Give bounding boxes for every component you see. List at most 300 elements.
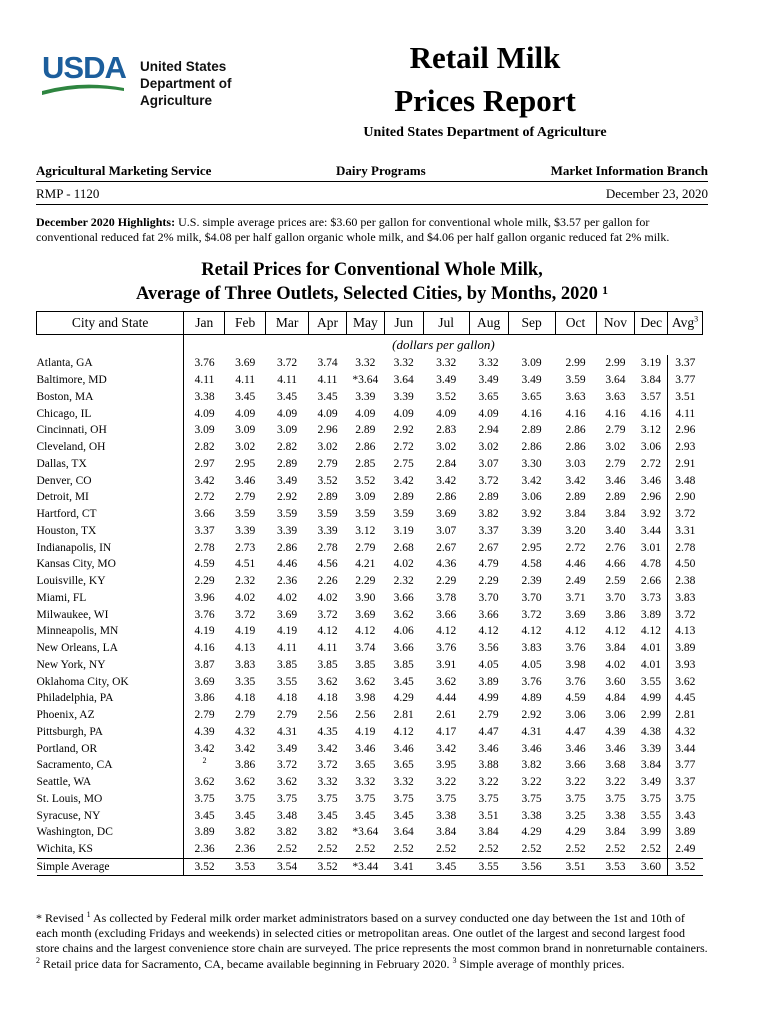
price-cell: 3.84 bbox=[605, 508, 626, 521]
price-cell: 3.92 bbox=[635, 506, 668, 523]
price-cell: 4.09 bbox=[235, 407, 256, 420]
price-cell: 3.72 bbox=[478, 474, 499, 487]
price-cell: 3.06 bbox=[635, 439, 668, 456]
price-cell: 3.75 bbox=[521, 792, 542, 805]
price-cell: 3.63 bbox=[605, 390, 626, 403]
price-cell: 4.02 bbox=[317, 591, 338, 604]
city-cell: Simple Average bbox=[37, 858, 184, 876]
price-cell: 3.76 bbox=[436, 642, 457, 655]
price-cell: 3.76 bbox=[194, 357, 215, 370]
price-cell: 3.32 bbox=[478, 357, 499, 370]
city-cell: Indianapolis, IN bbox=[37, 539, 184, 556]
price-cell: 4.05 bbox=[478, 658, 499, 671]
price-cell: 3.72 bbox=[317, 608, 338, 621]
price-cell: 2.29 bbox=[478, 575, 499, 588]
price-cell: 3.51 bbox=[478, 809, 499, 822]
price-cell: 4.16 bbox=[565, 407, 586, 420]
price-cell: 3.93 bbox=[675, 658, 696, 671]
price-cell: 4.12 bbox=[605, 625, 626, 638]
price-cell: 3.75 bbox=[635, 791, 668, 808]
price-cell: *3.44 bbox=[346, 858, 384, 876]
price-cell: 3.42 bbox=[235, 742, 256, 755]
price-cell: 3.69 bbox=[436, 508, 457, 521]
price-cell: 2.32 bbox=[393, 575, 414, 588]
price-cell: 3.56 bbox=[508, 858, 555, 876]
price-cell: 2.83 bbox=[436, 424, 457, 437]
price-cell: 3.66 bbox=[194, 508, 215, 521]
price-cell: 4.09 bbox=[355, 407, 376, 420]
price-cell: 2.61 bbox=[436, 709, 457, 722]
branch-name: Market Information Branch bbox=[550, 163, 708, 178]
price-cell: 4.12 bbox=[478, 625, 499, 638]
price-cell: 2.86 bbox=[565, 424, 586, 437]
price-cell: 2.79 bbox=[605, 424, 626, 437]
month-header: Feb bbox=[225, 312, 266, 335]
price-cell: 2.82 bbox=[194, 441, 215, 454]
price-cell: 3.46 bbox=[521, 742, 542, 755]
month-header: Oct bbox=[555, 312, 596, 335]
report-subtitle: United States Department of Agriculture bbox=[363, 125, 607, 140]
price-cell: 4.11 bbox=[317, 374, 338, 387]
price-cell: 3.19 bbox=[393, 524, 414, 537]
price-cell: 2.89 bbox=[565, 491, 586, 504]
price-cell: 3.62 bbox=[355, 675, 376, 688]
price-cell: 3.46 bbox=[605, 474, 626, 487]
month-header: Jun bbox=[384, 312, 423, 335]
price-cell: 2.86 bbox=[277, 541, 298, 554]
price-cell: 3.37 bbox=[675, 357, 696, 370]
price-cell: 3.83 bbox=[235, 658, 256, 671]
price-cell: 4.31 bbox=[521, 725, 542, 738]
price-cell: 3.57 bbox=[635, 389, 668, 406]
price-cell: 4.51 bbox=[235, 558, 256, 571]
price-cell: 3.89 bbox=[675, 642, 696, 655]
city-cell: Miami, FL bbox=[37, 590, 184, 607]
price-cell: 4.11 bbox=[317, 642, 338, 655]
price-cell: 3.84 bbox=[436, 826, 457, 839]
price-cell: 3.59 bbox=[277, 508, 298, 521]
price-cell: 4.19 bbox=[277, 625, 298, 638]
price-cell: 2.79 bbox=[605, 457, 626, 470]
table-row bbox=[37, 690, 703, 707]
price-cell: 2.78 bbox=[194, 541, 215, 554]
price-cell: 3.59 bbox=[317, 508, 338, 521]
price-cell: 3.75 bbox=[235, 792, 256, 805]
price-cell: 4.31 bbox=[277, 725, 298, 738]
price-cell: 2.52 bbox=[355, 843, 376, 856]
price-cell: 2.32 bbox=[235, 575, 256, 588]
table-row bbox=[37, 824, 703, 841]
price-cell: 4.02 bbox=[393, 558, 414, 571]
price-cell: 2.95 bbox=[521, 541, 542, 554]
price-cell: 2.36 bbox=[277, 575, 298, 588]
price-cell: 3.38 bbox=[605, 809, 626, 822]
price-cell: 3.84 bbox=[478, 826, 499, 839]
price-cell: 4.89 bbox=[521, 692, 542, 705]
price-cell: 3.69 bbox=[194, 675, 215, 688]
price-cell: 2.89 bbox=[605, 491, 626, 504]
month-header: Dec bbox=[635, 312, 668, 335]
price-cell: 4.29 bbox=[565, 826, 586, 839]
price-cell: 3.62 bbox=[194, 776, 215, 789]
city-header: City and State bbox=[37, 312, 184, 335]
city-cell: Dallas, TX bbox=[37, 456, 184, 473]
price-cell: 4.05 bbox=[521, 658, 542, 671]
price-cell: 3.62 bbox=[235, 776, 256, 789]
price-cell: 3.19 bbox=[635, 355, 668, 372]
price-cell: 3.37 bbox=[675, 776, 696, 789]
price-cell: 3.37 bbox=[194, 524, 215, 537]
price-cell: 3.65 bbox=[478, 390, 499, 403]
price-cell: 3.39 bbox=[277, 524, 298, 537]
price-cell: 4.99 bbox=[635, 690, 668, 707]
price-cell: 2.79 bbox=[355, 541, 376, 554]
city-cell: St. Louis, MO bbox=[37, 791, 184, 808]
price-cell: 3.96 bbox=[194, 591, 215, 604]
price-cell: 4.01 bbox=[635, 640, 668, 657]
price-cell: 4.56 bbox=[317, 558, 338, 571]
price-cell: 3.32 bbox=[393, 776, 414, 789]
price-cell: 2.94 bbox=[478, 424, 499, 437]
price-cell: 4.16 bbox=[605, 407, 626, 420]
price-cell: 3.52 bbox=[317, 474, 338, 487]
usda-org-name: United States Department of Agriculture bbox=[140, 59, 232, 108]
price-cell: 3.32 bbox=[355, 357, 376, 370]
price-cell: 4.18 bbox=[277, 692, 298, 705]
price-cell: 3.72 bbox=[277, 357, 298, 370]
price-cell: 3.76 bbox=[565, 675, 586, 688]
price-cell: 2.67 bbox=[478, 541, 499, 554]
price-cell: 4.59 bbox=[194, 558, 215, 571]
price-cell: 3.09 bbox=[521, 357, 542, 370]
price-cell: 3.42 bbox=[521, 474, 542, 487]
price-cell: 2.99 bbox=[635, 707, 668, 724]
price-cell: 2.52 bbox=[436, 843, 457, 856]
month-header: Jul bbox=[423, 312, 469, 335]
price-cell: 3.20 bbox=[565, 524, 586, 537]
price-cell: 3.44 bbox=[675, 742, 696, 755]
month-header: Apr bbox=[309, 312, 347, 335]
price-cell: 3.32 bbox=[317, 776, 338, 789]
price-cell: 3.70 bbox=[521, 591, 542, 604]
price-cell: 3.66 bbox=[565, 759, 586, 772]
price-cell: 4.36 bbox=[436, 558, 457, 571]
price-cell: 3.86 bbox=[194, 692, 215, 705]
price-cell: 3.66 bbox=[478, 608, 499, 621]
table-row bbox=[37, 740, 703, 757]
price-cell: 3.48 bbox=[675, 474, 696, 487]
avg-header: Avg$^3$ bbox=[668, 312, 703, 335]
price-cell: 3.85 bbox=[317, 658, 338, 671]
price-cell: 2.79 bbox=[277, 709, 298, 722]
price-cell: 4.47 bbox=[565, 725, 586, 738]
table-row bbox=[37, 422, 703, 439]
price-cell: 3.38 bbox=[194, 390, 215, 403]
price-cell: 3.41 bbox=[384, 858, 423, 876]
price-cell: 2.79 bbox=[317, 457, 338, 470]
price-cell: 2.84 bbox=[436, 457, 457, 470]
price-cell: 3.30 bbox=[521, 457, 542, 470]
price-cell: 3.55 bbox=[635, 673, 668, 690]
price-cell: 4.47 bbox=[478, 725, 499, 738]
price-cell: 2.97 bbox=[194, 457, 215, 470]
price-cell: 2.36 bbox=[194, 843, 215, 856]
price-cell: 3.45 bbox=[317, 809, 338, 822]
month-header: Jan bbox=[184, 312, 225, 335]
price-cell: 2.81 bbox=[393, 709, 414, 722]
city-cell: Seattle, WA bbox=[37, 774, 184, 791]
price-cell: 3.44 bbox=[635, 523, 668, 540]
price-cell: 4.58 bbox=[521, 558, 542, 571]
price-cell: 3.52 bbox=[668, 858, 703, 876]
price-cell: 3.42 bbox=[317, 742, 338, 755]
price-cell: 4.46 bbox=[277, 558, 298, 571]
price-cell: 3.06 bbox=[605, 709, 626, 722]
price-cell: 4.13 bbox=[235, 642, 256, 655]
price-cell: 4.16 bbox=[521, 407, 542, 420]
price-cell: 2.52 bbox=[317, 843, 338, 856]
price-cell: 2.89 bbox=[521, 424, 542, 437]
price-cell: 3.46 bbox=[235, 474, 256, 487]
price-cell: 4.79 bbox=[478, 558, 499, 571]
report-date: December 23, 2020 bbox=[605, 186, 708, 201]
price-cell: 3.70 bbox=[605, 591, 626, 604]
price-cell: 4.02 bbox=[605, 658, 626, 671]
city-cell: Atlanta, GA bbox=[37, 355, 184, 372]
price-cell: 3.65 bbox=[521, 390, 542, 403]
price-cell: 3.56 bbox=[478, 642, 499, 655]
price-cell: 4.09 bbox=[194, 407, 215, 420]
price-cell: 3.42 bbox=[393, 474, 414, 487]
price-cell: 3.62 bbox=[393, 608, 414, 621]
price-cell: 2.82 bbox=[277, 441, 298, 454]
price-cell: 2.72 bbox=[635, 456, 668, 473]
price-cell: 3.60 bbox=[635, 858, 668, 876]
price-cell: 2.72 bbox=[194, 491, 215, 504]
price-cell: 2.78 bbox=[317, 541, 338, 554]
price-cell: 4.12 bbox=[317, 625, 338, 638]
price-cell: 2.52 bbox=[605, 843, 626, 856]
table-header-row bbox=[37, 312, 703, 335]
price-cell: 3.42 bbox=[194, 742, 215, 755]
price-cell: 3.51 bbox=[555, 858, 596, 876]
price-cell: 3.82 bbox=[317, 826, 338, 839]
price-cell: 3.02 bbox=[436, 441, 457, 454]
price-cell: 3.66 bbox=[393, 642, 414, 655]
price-cell: 3.88 bbox=[478, 759, 499, 772]
table-row bbox=[37, 439, 703, 456]
table-row bbox=[37, 757, 703, 774]
table-row bbox=[37, 389, 703, 406]
price-cell: 4.39 bbox=[605, 725, 626, 738]
price-cell: 3.51 bbox=[675, 390, 696, 403]
table-row bbox=[37, 355, 703, 372]
price-cell: 4.21 bbox=[355, 558, 376, 571]
city-cell: Portland, OR bbox=[37, 740, 184, 757]
price-cell: 3.02 bbox=[605, 441, 626, 454]
price-cell: 4.11 bbox=[194, 374, 215, 387]
price-cell: 3.12 bbox=[355, 524, 376, 537]
price-cell: 3.82 bbox=[478, 508, 499, 521]
price-cell: 3.53 bbox=[596, 858, 635, 876]
table-row bbox=[37, 640, 703, 657]
city-cell: Syracuse, NY bbox=[37, 807, 184, 824]
price-cell: 4.35 bbox=[317, 725, 338, 738]
month-header: Sep bbox=[508, 312, 555, 335]
city-cell: Baltimore, MD bbox=[37, 372, 184, 389]
price-cell: 3.37 bbox=[478, 524, 499, 537]
price-cell: 3.45 bbox=[355, 809, 376, 822]
price-cell: 3.45 bbox=[277, 390, 298, 403]
price-cell: 4.02 bbox=[235, 591, 256, 604]
city-cell: New York, NY bbox=[37, 657, 184, 674]
price-cell: 4.16 bbox=[635, 405, 668, 422]
price-cell: 4.46 bbox=[565, 558, 586, 571]
price-cell: 4.11 bbox=[675, 407, 696, 420]
price-cell: 3.31 bbox=[675, 524, 696, 537]
price-cell: 4.12 bbox=[355, 625, 376, 638]
price-cell: 4.78 bbox=[635, 556, 668, 573]
price-cell: 3.52 bbox=[309, 858, 347, 876]
price-cell: 3.60 bbox=[605, 675, 626, 688]
price-cell: 2.68 bbox=[393, 541, 414, 554]
price-cell: 2.85 bbox=[355, 457, 376, 470]
price-cell: 3.75 bbox=[436, 792, 457, 805]
price-cell: 2.73 bbox=[235, 541, 256, 554]
price-cell: 3.89 bbox=[194, 826, 215, 839]
price-cell: 2.86 bbox=[436, 491, 457, 504]
price-cell: 3.83 bbox=[675, 591, 696, 604]
price-cell: 2.36 bbox=[235, 843, 256, 856]
price-cell: 2.79 bbox=[235, 709, 256, 722]
price-cell: 3.32 bbox=[393, 357, 414, 370]
price-cell: 3.12 bbox=[635, 422, 668, 439]
city-cell: Sacramento, CA bbox=[37, 757, 184, 774]
price-cell: 2.78 bbox=[675, 541, 696, 554]
price-cell: 2.75 bbox=[393, 457, 414, 470]
price-cell: 3.01 bbox=[635, 539, 668, 556]
price-cell: 3.62 bbox=[277, 776, 298, 789]
price-cell bbox=[184, 757, 225, 774]
price-cell: 3.46 bbox=[355, 742, 376, 755]
price-cell: 3.40 bbox=[605, 524, 626, 537]
agency-header bbox=[36, 163, 708, 182]
price-cell: 3.76 bbox=[194, 608, 215, 621]
price-cell: 3.69 bbox=[355, 608, 376, 621]
price-cell: 2.79 bbox=[194, 709, 215, 722]
price-cell: 2.66 bbox=[635, 573, 668, 590]
highlights bbox=[36, 215, 708, 245]
price-cell: 3.09 bbox=[355, 491, 376, 504]
table-row bbox=[37, 606, 703, 623]
price-cell: 4.19 bbox=[194, 625, 215, 638]
price-cell: 3.45 bbox=[393, 675, 414, 688]
price-cell: 4.29 bbox=[521, 826, 542, 839]
table-row bbox=[37, 841, 703, 858]
price-cell: 3.64 bbox=[393, 374, 414, 387]
price-cell: 3.55 bbox=[635, 807, 668, 824]
price-cell: 3.46 bbox=[565, 742, 586, 755]
price-cell: 2.52 bbox=[478, 843, 499, 856]
city-cell: Milwaukee, WI bbox=[37, 606, 184, 623]
price-cell: 3.45 bbox=[235, 390, 256, 403]
price-cell: 3.83 bbox=[521, 642, 542, 655]
city-cell: Pittsburgh, PA bbox=[37, 724, 184, 741]
price-cell: 4.16 bbox=[194, 642, 215, 655]
price-cell: 2.76 bbox=[605, 541, 626, 554]
price-cell: 3.42 bbox=[565, 474, 586, 487]
price-cell: 2.86 bbox=[355, 441, 376, 454]
price-cell: 4.44 bbox=[436, 692, 457, 705]
simple-average-row bbox=[37, 858, 703, 876]
price-cell: 3.42 bbox=[436, 474, 457, 487]
price-cell: 3.65 bbox=[355, 759, 376, 772]
city-cell: Boston, MA bbox=[37, 389, 184, 406]
price-cell: 3.85 bbox=[393, 658, 414, 671]
price-cell: 3.86 bbox=[605, 608, 626, 621]
price-cell: 3.72 bbox=[521, 608, 542, 621]
price-cell: 4.09 bbox=[317, 407, 338, 420]
price-cell: 3.06 bbox=[521, 491, 542, 504]
price-cell: 3.72 bbox=[235, 608, 256, 621]
price-cell: 3.46 bbox=[605, 742, 626, 755]
city-cell: Houston, TX bbox=[37, 523, 184, 540]
price-cell: 3.85 bbox=[355, 658, 376, 671]
table-row bbox=[37, 372, 703, 389]
price-cell: 3.55 bbox=[469, 858, 508, 876]
price-cell: 3.49 bbox=[635, 774, 668, 791]
city-cell: Philadelphia, PA bbox=[37, 690, 184, 707]
table-row bbox=[37, 774, 703, 791]
price-cell: 3.72 bbox=[277, 759, 298, 772]
table-row bbox=[37, 556, 703, 573]
price-cell: 3.59 bbox=[393, 508, 414, 521]
report-meta bbox=[36, 186, 708, 205]
price-cell: 2.39 bbox=[521, 575, 542, 588]
price-cell: 3.46 bbox=[635, 472, 668, 489]
price-cell: 3.54 bbox=[266, 858, 309, 876]
price-cell: 3.74 bbox=[355, 642, 376, 655]
price-cell: 3.49 bbox=[277, 742, 298, 755]
price-cell: 2.29 bbox=[436, 575, 457, 588]
price-cell: 3.74 bbox=[317, 357, 338, 370]
price-cell: 3.22 bbox=[565, 776, 586, 789]
price-cell: 3.75 bbox=[194, 792, 215, 805]
city-cell: Detroit, MI bbox=[37, 489, 184, 506]
price-cell: 4.13 bbox=[675, 625, 696, 638]
table-row bbox=[37, 456, 703, 473]
price-cell: 2.95 bbox=[235, 457, 256, 470]
price-cell: 2.99 bbox=[565, 357, 586, 370]
price-cell: 3.48 bbox=[277, 809, 298, 822]
price-cell: 3.75 bbox=[478, 792, 499, 805]
unit-row bbox=[37, 335, 703, 356]
city-cell: Wichita, KS bbox=[37, 841, 184, 858]
price-cell: 3.63 bbox=[565, 390, 586, 403]
price-cell: 3.69 bbox=[277, 608, 298, 621]
price-cell: 2.26 bbox=[317, 575, 338, 588]
price-cell: 4.12 bbox=[436, 625, 457, 638]
table-row bbox=[37, 590, 703, 607]
price-cell: 3.45 bbox=[317, 390, 338, 403]
price-cell: 4.38 bbox=[635, 724, 668, 741]
price-cell: 4.09 bbox=[277, 407, 298, 420]
price-cell: 2.72 bbox=[393, 441, 414, 454]
highlights-text: U.S. simple average prices are: $3.60 per gallon for conventional whole milk, $3.57 per gallon for conventional reduced fat 2% milk, $4.08 per half gallon organic whole milk, and $4.06 per half gallon organic reduced fat 2% milk. bbox=[36, 215, 670, 244]
price-cell: 4.19 bbox=[355, 725, 376, 738]
price-cell: 2.56 bbox=[355, 709, 376, 722]
price-cell: 2.29 bbox=[355, 575, 376, 588]
